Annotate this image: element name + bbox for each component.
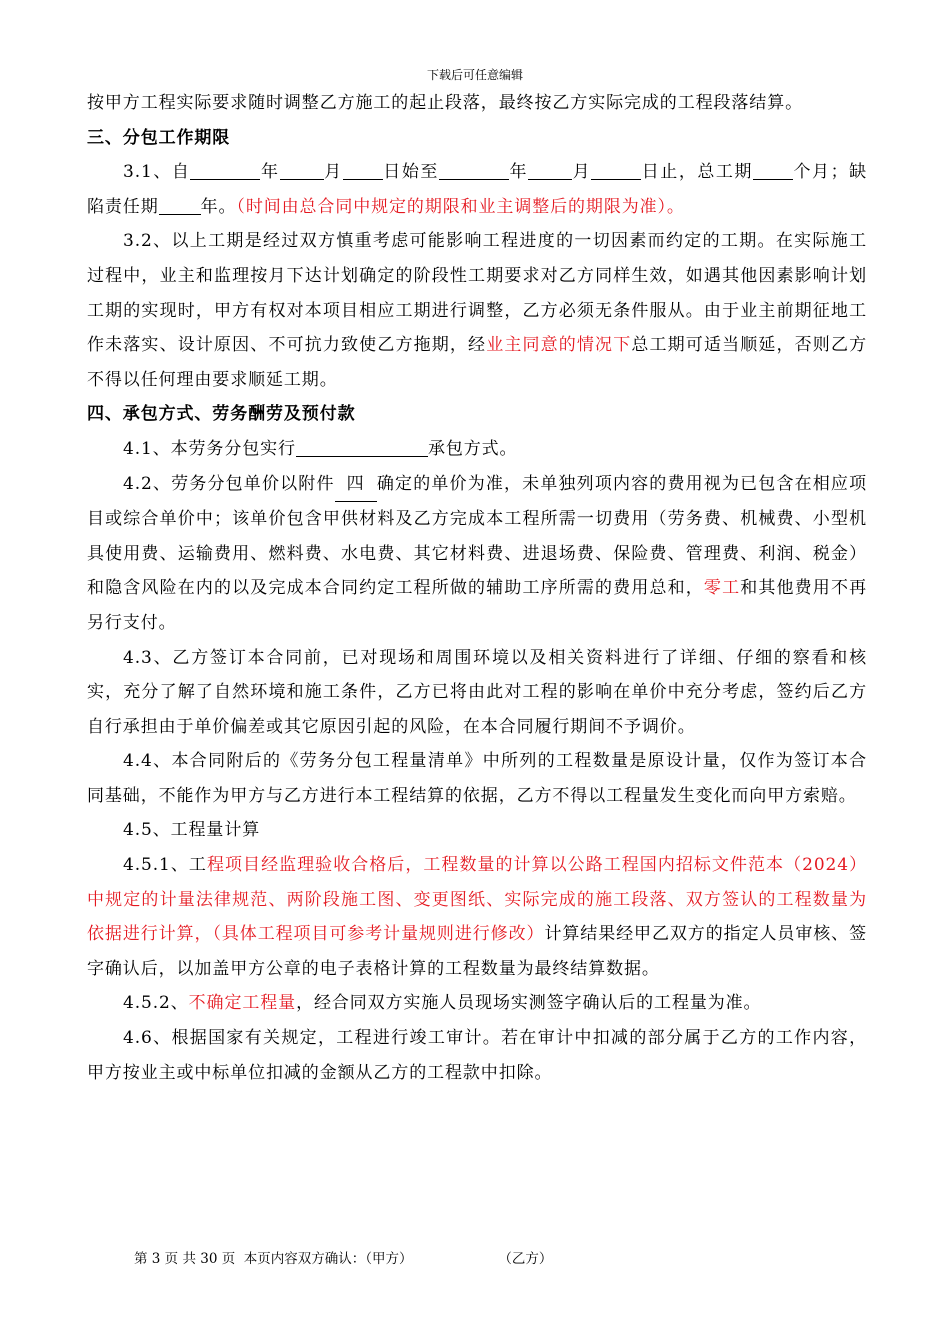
clause-4-6: 4.6、根据国家有关规定，工程进行竣工审计。若在审计中扣减的部分属于乙方的工作内容，甲方按业主或中标单位扣减的金额从乙方的工程款中扣除。 (87, 1028, 867, 1083)
clause-4-4: 4.4、本合同附后的《劳务分包工程量清单》中所列的工程数量是原设计量，仅作为签订本合同基础，不能作为甲方与乙方进行本工程结算的依据，乙方不得以工程量发生变化而向甲方索赔。 (87, 751, 867, 806)
clause-4-5-1: 4.5.1、工程项目经监理验收合格后，工程数量的计算以公路工程国内招标文件范本（2024）中规定的计量法律规范、两阶段施工图、变更图纸、实际完成的施工段落、双方签认的工程数量为依据进行计算，（具体工程项目可参考计量规则进行修改）计算结果经甲乙双方的指定人员审核、签字确认后，以加盖甲方公章的电子表格计算的工程数量为最终结算数据。 (87, 855, 867, 979)
section-heading-4: 四、承包方式、劳务酬劳及预付款 (87, 404, 356, 425)
footer-page-info: 第 3 页 共 30 页 本页内容双方确认：（甲方） (134, 1251, 413, 1267)
page-footer (134, 1247, 552, 1267)
section-heading-3: 三、分包工作期限 (87, 127, 231, 148)
clause-4-5-2: 4.5.2、不确定工程量，经合同双方实施人员现场实测签字确认后的工程量为准。 (123, 993, 762, 1014)
clause-3-2: 3.2、以上工期是经过双方慎重考虑可能影响工程进度的一切因素而约定的工期。在实际施工过程中，业主和监理按月下达计划确定的阶段性工期要求对乙方同样生效，如遇其他因素影响计划工期的实现时，甲方有权对本项目相应工期进行调整，乙方必须无条件服从。由于业主前期征地工作未落实、设计原因、不可抗力致使乙方拖期，经业主同意的情况下总工期可适当顺延，否则乙方不得以任何理由要求顺延工期。 (87, 231, 867, 390)
clause-4-5: 4.5、工程量计算 (123, 820, 261, 841)
footer-party-b: （乙方） (498, 1251, 553, 1267)
clause-3-1: 3.1、自 年 月 日始至 年 月 日止，总工期 个月；缺陷责任期 年。（时间由总合同中规定的期限和业主调整后的期限为准）。 (87, 162, 867, 217)
clause-4-3: 4.3、乙方签订本合同前，已对现场和周围环境以及相关资料进行了详细、仔细的察看和核实，充分了解了自然环境和施工条件，乙方已将由此对工程的影响在单价中充分考虑，签约后乙方自行承担由于单价偏差或其它原因引起的风险，在本合同履行期间不予调价。 (87, 647, 867, 737)
paragraph-intro: 按甲方工程实际要求随时调整乙方施工的起止段落，最终按乙方实际完成的工程段落结算。 (87, 93, 803, 113)
document-body (87, 86, 867, 1090)
clause-4-2: 4.2、劳务分包单价以附件 四 确定的单价为准，未单独列项内容的费用视为已包含在相应项目或综合单价中；该单价包含甲供材料及乙方完成本工程所需一切费用（劳务费、机械费、小型机具使用费、运输费用、燃料费、水电费、其它材料费、进退场费、保险费、管理费、利润、税金）和隐含风险在内的以及完成本合同约定工程所做的辅助工序所需的费用总和，零工和其他费用不再另行支付。 (87, 467, 867, 641)
page-header: 下载后可任意编辑 (426, 68, 523, 82)
clause-4-1: 4.1、本劳务分包实行 承包方式。 (123, 438, 518, 459)
clause-3-1-note: （时间由总合同中规定的期限和业主调整后的期限为准）。 (236, 196, 685, 217)
